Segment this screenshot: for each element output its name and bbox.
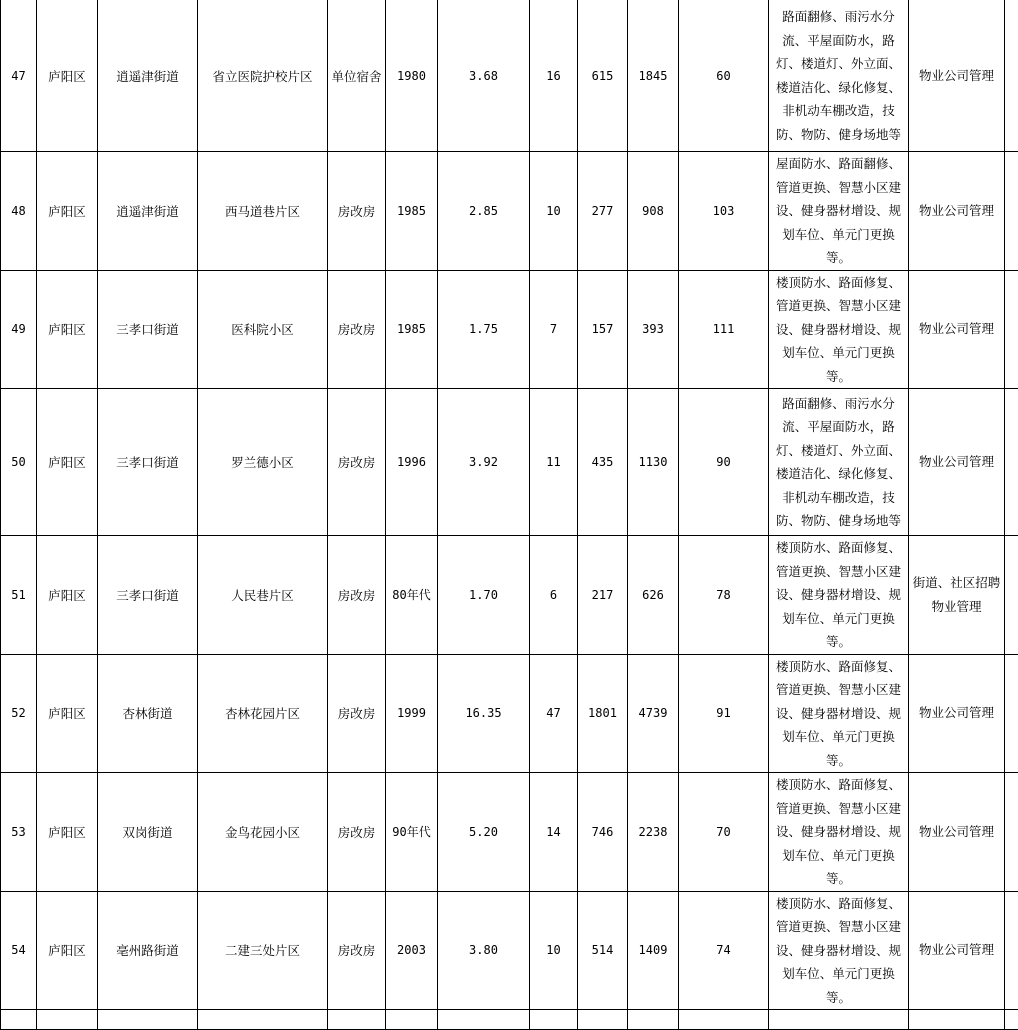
score-cell: 70 (679, 773, 769, 892)
empty-cell (578, 1010, 628, 1030)
management-cell: 物业公司管理 (909, 654, 1005, 773)
building-count-cell: 47 (530, 654, 578, 773)
build-year-cell: 1985 (386, 270, 438, 389)
floor-area-cell: 1.70 (438, 536, 530, 655)
household-count-cell: 157 (578, 270, 628, 389)
household-count-cell: 615 (578, 0, 628, 152)
empty-cell (909, 1010, 1005, 1030)
district-cell: 庐阳区 (37, 773, 98, 892)
score-cell: 74 (679, 891, 769, 1010)
household-count-cell: 746 (578, 773, 628, 892)
housing-type-cell: 房改房 (328, 389, 386, 536)
table-row (1, 1010, 1018, 1030)
district-cell: 庐阳区 (37, 654, 98, 773)
building-count-cell: 14 (530, 773, 578, 892)
row-number: 52 (1, 654, 37, 773)
row-number: 47 (1, 0, 37, 152)
housing-type-cell: 单位宿舍 (328, 0, 386, 152)
table-row (1, 773, 1018, 892)
area-cell: 省立医院护校片区 (198, 0, 328, 152)
trailing-cell (1005, 773, 1018, 892)
housing-type-cell: 房改房 (328, 536, 386, 655)
street-cell: 逍遥津街道 (98, 152, 198, 271)
score-cell: 90 (679, 389, 769, 536)
floor-area-cell: 1.75 (438, 270, 530, 389)
build-year-cell: 1980 (386, 0, 438, 152)
building-count-cell: 16 (530, 0, 578, 152)
street-cell: 双岗街道 (98, 773, 198, 892)
management-cell: 物业公司管理 (909, 773, 1005, 892)
trailing-cell (1005, 654, 1018, 773)
build-year-cell: 90年代 (386, 773, 438, 892)
table-row (1, 270, 1018, 389)
build-year-cell: 1985 (386, 152, 438, 271)
population-cell: 4739 (628, 654, 679, 773)
score-cell: 103 (679, 152, 769, 271)
management-cell: 物业公司管理 (909, 270, 1005, 389)
row-number: 48 (1, 152, 37, 271)
area-cell: 人民巷片区 (198, 536, 328, 655)
population-cell: 1130 (628, 389, 679, 536)
household-count-cell: 277 (578, 152, 628, 271)
street-cell: 三孝口街道 (98, 536, 198, 655)
district-cell: 庐阳区 (37, 152, 98, 271)
area-cell: 杏林花园片区 (198, 654, 328, 773)
row-number: 54 (1, 891, 37, 1010)
area-cell: 二建三处片区 (198, 891, 328, 1010)
row-number: 50 (1, 389, 37, 536)
build-year-cell: 1996 (386, 389, 438, 536)
population-cell: 1409 (628, 891, 679, 1010)
floor-area-cell: 3.92 (438, 389, 530, 536)
score-cell: 91 (679, 654, 769, 773)
housing-type-cell: 房改房 (328, 891, 386, 1010)
empty-cell (530, 1010, 578, 1030)
population-cell: 908 (628, 152, 679, 271)
floor-area-cell: 3.80 (438, 891, 530, 1010)
household-count-cell: 435 (578, 389, 628, 536)
empty-cell (328, 1010, 386, 1030)
row-number: 53 (1, 773, 37, 892)
district-cell: 庐阳区 (37, 270, 98, 389)
renovation-content-cell: 楼顶防水、路面修复、管道更换、智慧小区建设、健身器材增设、规划车位、单元门更换等。 (769, 773, 909, 892)
population-cell: 393 (628, 270, 679, 389)
renovation-content-cell: 楼顶防水、路面修复、管道更换、智慧小区建设、健身器材增设、规划车位、单元门更换等。 (769, 270, 909, 389)
district-cell: 庐阳区 (37, 891, 98, 1010)
trailing-cell (1005, 536, 1018, 655)
management-cell: 物业公司管理 (909, 891, 1005, 1010)
empty-cell (438, 1010, 530, 1030)
street-cell: 杏林街道 (98, 654, 198, 773)
household-count-cell: 514 (578, 891, 628, 1010)
floor-area-cell: 2.85 (438, 152, 530, 271)
empty-cell (679, 1010, 769, 1030)
area-cell: 医科院小区 (198, 270, 328, 389)
housing-type-cell: 房改房 (328, 152, 386, 271)
building-count-cell: 7 (530, 270, 578, 389)
household-count-cell: 1801 (578, 654, 628, 773)
table-row (1, 536, 1018, 655)
row-number: 49 (1, 270, 37, 389)
empty-cell (198, 1010, 328, 1030)
management-cell: 物业公司管理 (909, 389, 1005, 536)
empty-cell (98, 1010, 198, 1030)
population-cell: 626 (628, 536, 679, 655)
renovation-content-cell: 路面翻修、雨污水分流、平屋面防水，路灯、楼道灯、外立面、楼道洁化、绿化修复、非机动车棚改造，技防、物防、健身场地等 (769, 0, 909, 152)
empty-cell (1005, 1010, 1018, 1030)
housing-type-cell: 房改房 (328, 654, 386, 773)
renovation-content-cell: 楼顶防水、路面修复、管道更换、智慧小区建设、健身器材增设、规划车位、单元门更换等。 (769, 654, 909, 773)
district-cell: 庐阳区 (37, 536, 98, 655)
empty-cell (769, 1010, 909, 1030)
area-cell: 罗兰德小区 (198, 389, 328, 536)
population-cell: 1845 (628, 0, 679, 152)
floor-area-cell: 16.35 (438, 654, 530, 773)
row-number: 51 (1, 536, 37, 655)
area-cell: 西马道巷片区 (198, 152, 328, 271)
building-count-cell: 10 (530, 891, 578, 1010)
empty-cell (386, 1010, 438, 1030)
district-cell: 庐阳区 (37, 389, 98, 536)
renovation-content-cell: 屋面防水、路面翻修、管道更换、智慧小区建设、健身器材增设、规划车位、单元门更换等。 (769, 152, 909, 271)
floor-area-cell: 3.68 (438, 0, 530, 152)
management-cell: 物业公司管理 (909, 152, 1005, 271)
trailing-cell (1005, 389, 1018, 536)
table-row (1, 389, 1018, 536)
table-row (1, 891, 1018, 1010)
score-cell: 60 (679, 0, 769, 152)
renovation-content-cell: 楼顶防水、路面修复、管道更换、智慧小区建设、健身器材增设、规划车位、单元门更换等。 (769, 891, 909, 1010)
street-cell: 逍遥津街道 (98, 0, 198, 152)
trailing-cell (1005, 891, 1018, 1010)
build-year-cell: 1999 (386, 654, 438, 773)
area-cell: 金鸟花园小区 (198, 773, 328, 892)
empty-cell (1, 1010, 37, 1030)
trailing-cell (1005, 0, 1018, 152)
management-cell: 街道、社区招聘物业管理 (909, 536, 1005, 655)
trailing-cell (1005, 152, 1018, 271)
housing-type-cell: 房改房 (328, 270, 386, 389)
empty-cell (37, 1010, 98, 1030)
renovation-content-cell: 楼顶防水、路面修复、管道更换、智慧小区建设、健身器材增设、规划车位、单元门更换等。 (769, 536, 909, 655)
floor-area-cell: 5.20 (438, 773, 530, 892)
table-row (1, 152, 1018, 271)
build-year-cell: 80年代 (386, 536, 438, 655)
household-count-cell: 217 (578, 536, 628, 655)
build-year-cell: 2003 (386, 891, 438, 1010)
score-cell: 111 (679, 270, 769, 389)
renovation-content-cell: 路面翻修、雨污水分流、平屋面防水，路灯、楼道灯、外立面、楼道洁化、绿化修复、非机动车棚改造，技防、物防、健身场地等 (769, 389, 909, 536)
score-cell: 78 (679, 536, 769, 655)
table-row (1, 0, 1018, 152)
trailing-cell (1005, 270, 1018, 389)
table-row (1, 654, 1018, 773)
housing-type-cell: 房改房 (328, 773, 386, 892)
building-count-cell: 10 (530, 152, 578, 271)
street-cell: 三孝口街道 (98, 389, 198, 536)
management-cell: 物业公司管理 (909, 0, 1005, 152)
building-count-cell: 11 (530, 389, 578, 536)
street-cell: 亳州路街道 (98, 891, 198, 1010)
empty-cell (628, 1010, 679, 1030)
population-cell: 2238 (628, 773, 679, 892)
building-count-cell: 6 (530, 536, 578, 655)
street-cell: 三孝口街道 (98, 270, 198, 389)
district-cell: 庐阳区 (37, 0, 98, 152)
